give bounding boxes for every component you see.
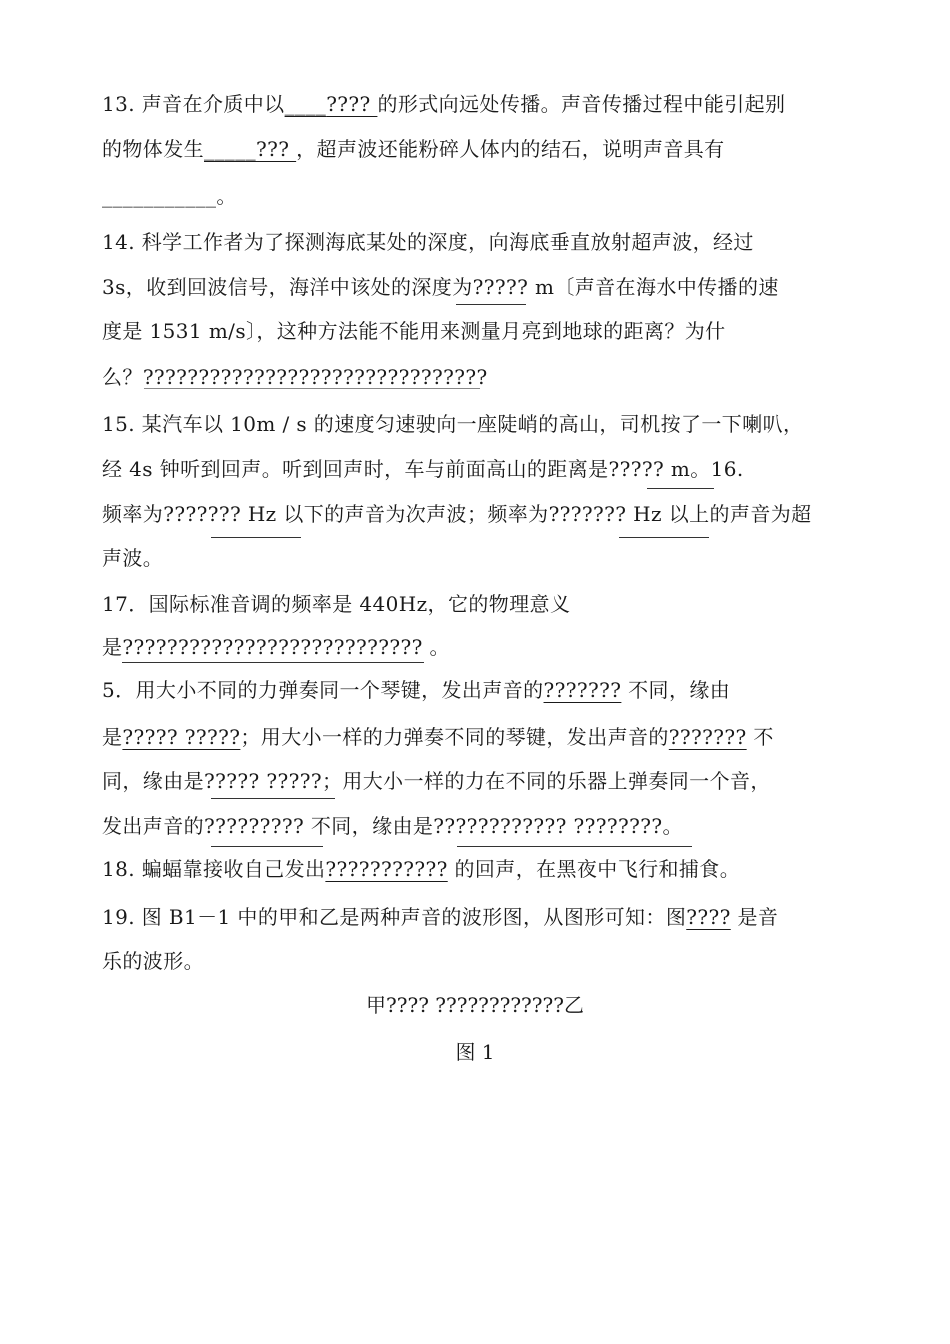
figure-caption: 图 1 [455,1040,495,1064]
q13-answer-2: ??? [256,137,297,161]
q17-answer: ??????????????????????????? [122,635,423,659]
q19-line-1: 19. 图 B1－1 中的甲和乙是两种声音的波形图，从图形可知：图???? 是音 [102,905,779,929]
q5-answer-3: ??????? [668,725,747,749]
q17-line-1: 17．国际标准音调的频率是 440Hz，它的物理意义 [102,592,571,616]
q14-reason-rule [144,388,480,389]
q14-answer-rule [456,304,526,305]
q17-answer-rule [122,662,424,663]
figure-labels: 甲???? ????????????乙 [366,993,584,1017]
q5-line-4: 发出声音的????????? 不同，缘由是???????????? ????????。 [102,814,683,838]
q5-answer-4: ????? ????? [204,769,322,793]
q13-line-3: ___________。 [102,184,237,208]
q5-answer-1: ??????? [543,678,622,702]
q5-rule-4 [211,798,335,799]
q14-line-4: 么？??????????????????????????????? [102,365,488,389]
q15-answer-rule [647,488,714,489]
q13-line-1: 13. 声音在介质中以____???? 的形式向远处传播。声音传播过程中能引起别 [102,92,786,116]
q15-line-1: 15. 某汽车以 10m / s 的速度匀速驶向一座陡峭的高山，司机按了一下喇叭， [102,412,804,436]
q5-answer-5: ????????? [204,814,305,838]
q13-blank-2: _____ [204,137,256,161]
q17-line-2: 是??????????????????????????? 。 [102,635,450,659]
q14-line-1: 14. 科学工作者为了探测海底某处的深度，向海底垂直放射超声波，经过 [102,230,754,254]
q18-answer: ??????????? [325,857,448,881]
q15-answer-distance: ????? [608,457,665,481]
q19-answer: ???? [686,905,731,929]
q14-line-3: 度是 1531 m/s〕，这种方法能不能用来测量月亮到地球的距离？为什 [102,319,726,343]
q5-line-1: 5．用大小不同的力弹奏同一个琴键，发出声音的??????? 不同，缘由 [102,678,731,702]
q5-answer-2: ????? ????? [122,725,241,749]
q16-rule-1 [211,537,301,538]
q15-line-2: 经 4s 钟听到回声。听到回声时，车与前面高山的距离是????? m。16. [102,457,744,481]
q13-line-2: 的物体发生_____??? ，超声波还能粉碎人体内的结石，说明声音具有 [102,137,725,161]
q16-line-1: 频率为??????? Hz 以下的声音为次声波；频率为??????? Hz 以上的声音为超 [102,502,812,526]
q16-answer-infrasound: ??????? [163,502,242,526]
q19-line-2: 乐的波形。 [102,949,204,973]
q13-blank-1: ____ [284,92,327,116]
q14-line-2: 3s，收到回波信号，海洋中该处的深度为????? m〔声音在海水中传播的速 [102,275,779,299]
q13-answer-1: ???? [326,92,378,116]
q5-line-2: 是????? ?????；用大小一样的力弹奏不同的琴键，发出声音的??????? 不 [102,725,774,749]
q5-rule-5 [211,846,323,847]
q14-answer-reason: ??????????????????????????????? [142,365,488,389]
q13-blank-3: ___________ [102,184,217,208]
q16-line-2: 声波。 [102,546,164,570]
q14-answer-depth: ????? [472,275,529,299]
q5-answer-6: ???????????? ???????? [433,814,663,838]
q16-answer-ultrasound: ??????? [548,502,627,526]
q5-line-3: 同，缘由是????? ?????；用大小一样的力在不同的乐器上弹奏同一个音， [102,769,771,793]
q16-rule-2 [619,537,709,538]
q5-rule-6 [457,846,692,847]
q18-line: 18. 蝙蝠靠接收自己发出??????????? 的回声，在黑夜中飞行和捕食。 [102,857,741,881]
